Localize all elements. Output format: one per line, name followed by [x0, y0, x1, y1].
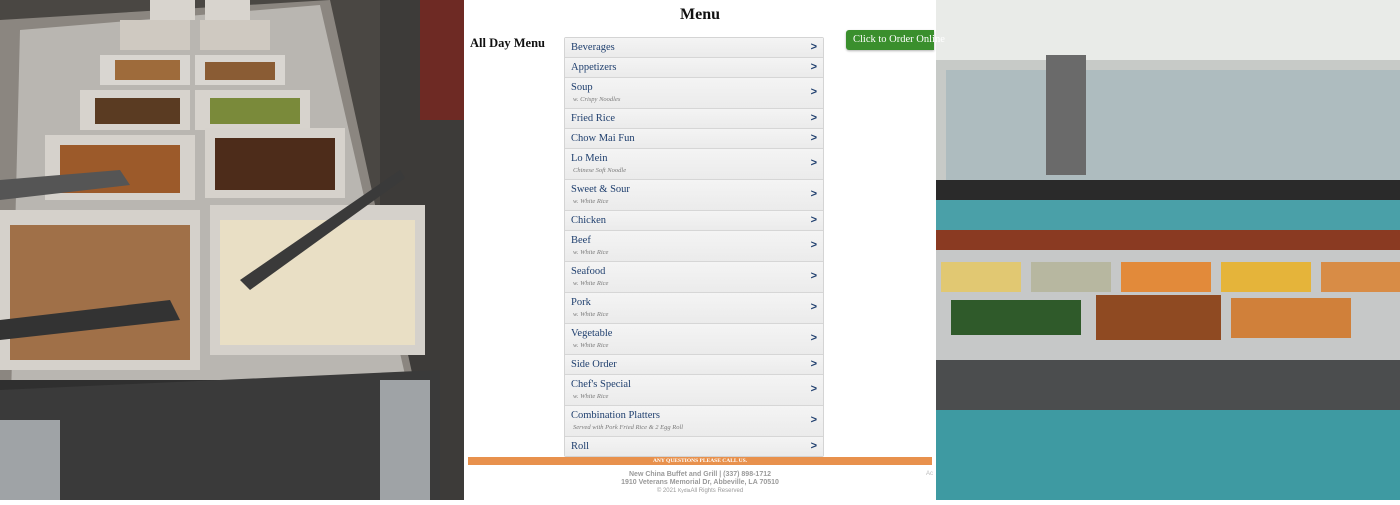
category-subtitle: Chinese Soft Noodle: [573, 167, 627, 174]
category-label: Lo Mein: [571, 153, 608, 164]
order-online-button[interactable]: Click to Order Online: [846, 30, 934, 50]
category-label: Chow Mai Fun: [571, 133, 635, 144]
category-item[interactable]: [565, 355, 823, 375]
category-subtitle: w. White Rice: [573, 311, 609, 318]
notice-bar: ANY QUESTIONS PLEASE CALL US.: [468, 457, 932, 465]
category-label: Beef: [571, 235, 591, 246]
category-subtitle: w. Crispy Noodles: [573, 96, 621, 103]
category-label: Seafood: [571, 266, 606, 277]
category-subtitle: w. White Rice: [573, 249, 609, 256]
section-title: All Day Menu: [470, 36, 545, 50]
category-label: Combination Platters: [571, 410, 660, 421]
category-item[interactable]: [565, 109, 823, 129]
category-label: Vegetable: [571, 328, 613, 339]
category-label: Side Order: [571, 359, 617, 370]
category-item[interactable]: [565, 180, 823, 211]
category-label: Beverages: [571, 42, 615, 53]
chevron-right-icon: >: [810, 301, 817, 314]
copyright-year: © 2021: [656, 488, 677, 494]
category-item[interactable]: [565, 293, 823, 324]
category-label: Chef's Special: [571, 379, 631, 390]
category-item[interactable]: [565, 406, 823, 437]
chevron-right-icon: >: [810, 40, 817, 53]
category-subtitle: w. White Rice: [573, 342, 609, 349]
category-item[interactable]: [565, 231, 823, 262]
footer-address: 1910 Veterans Memorial Dr, Abbeville, LA 70510: [621, 479, 779, 486]
chevron-right-icon: >: [810, 60, 817, 73]
category-item[interactable]: [565, 437, 823, 456]
category-label: Roll: [571, 441, 590, 452]
chevron-right-icon: >: [810, 357, 817, 370]
category-item[interactable]: [565, 58, 823, 78]
category-label: Sweet & Sour: [571, 184, 630, 195]
category-label: Pork: [571, 297, 591, 308]
brand-logo-text: Kydia: [677, 488, 691, 494]
chevron-right-icon: >: [810, 439, 817, 452]
chevron-right-icon: >: [810, 383, 817, 396]
category-list: [564, 37, 824, 457]
buffet-photo-left: [0, 0, 464, 500]
category-item[interactable]: [565, 129, 823, 149]
chevron-right-icon: >: [810, 131, 817, 144]
footer-copyright: [464, 488, 936, 494]
category-item[interactable]: [565, 375, 823, 406]
category-item[interactable]: [565, 211, 823, 231]
chevron-right-icon: >: [810, 213, 817, 226]
chevron-right-icon: >: [810, 239, 817, 252]
category-item[interactable]: [565, 149, 823, 180]
category-item[interactable]: [565, 38, 823, 58]
category-item[interactable]: [565, 78, 823, 109]
page-title: Menu: [680, 6, 720, 23]
category-item[interactable]: [565, 324, 823, 355]
category-label: Fried Rice: [571, 113, 616, 124]
chevron-right-icon: >: [810, 188, 817, 201]
chevron-right-icon: >: [810, 270, 817, 283]
corner-text: Ac: [925, 471, 933, 477]
category-label: Soup: [571, 82, 593, 93]
category-item[interactable]: [565, 262, 823, 293]
category-subtitle: Served with Pork Fried Rice & 2 Egg Roll: [573, 424, 684, 431]
category-subtitle: w. White Rice: [573, 280, 609, 287]
buffet-trays-image: [0, 0, 464, 500]
footer-contact: New China Buffet and Grill | (337) 898-1712: [629, 471, 771, 478]
category-label: Chicken: [571, 215, 606, 226]
category-subtitle: w. White Rice: [573, 198, 609, 205]
buffet-photo-right: [936, 0, 1400, 500]
buffet-counter-image: [936, 0, 1400, 500]
chevron-right-icon: >: [810, 414, 817, 427]
chevron-right-icon: >: [810, 111, 817, 124]
chevron-right-icon: >: [810, 157, 817, 170]
category-label: Appetizers: [571, 62, 617, 73]
menu-panel: [464, 0, 945, 500]
copyright-text: All Rights Reserved: [690, 488, 744, 494]
chevron-right-icon: >: [810, 332, 817, 345]
category-subtitle: w. White Rice: [573, 393, 609, 400]
chevron-right-icon: >: [810, 86, 817, 99]
